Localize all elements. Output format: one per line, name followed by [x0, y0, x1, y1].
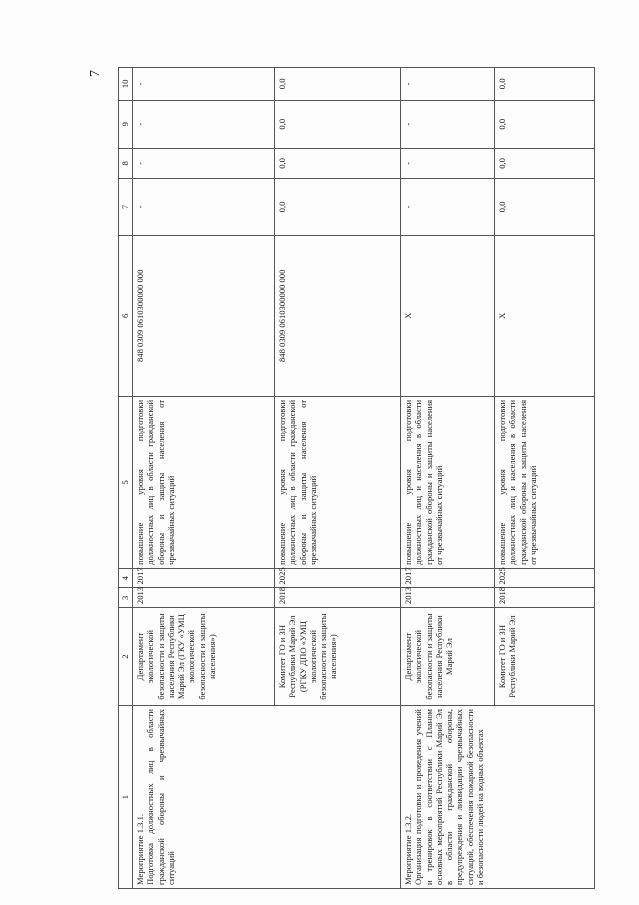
- col-header-10: 10: [119, 68, 133, 101]
- table-row: [401, 68, 495, 889]
- col-header-2: 2: [119, 608, 133, 706]
- value-cell-8: 0,0: [275, 148, 401, 178]
- value-cell-10: 0,0: [275, 68, 401, 101]
- start-year-cell: 2018: [275, 588, 401, 608]
- value-cell-9: 0,0: [275, 100, 401, 148]
- table-row: [133, 68, 275, 889]
- value-cell-7: 0,0: [275, 179, 401, 236]
- header-row: [119, 68, 133, 889]
- page-number: 7: [88, 70, 103, 77]
- end-year-cell: 2017: [401, 568, 495, 588]
- start-year-cell: 2013: [133, 588, 275, 608]
- value-cell-8: 0,0: [495, 148, 595, 178]
- end-year-cell: 2025: [275, 568, 401, 588]
- col-header-9: 9: [119, 100, 133, 148]
- end-year-cell: 2017: [133, 568, 275, 588]
- col-header-3: 3: [119, 588, 133, 608]
- value-cell-7: -: [133, 179, 275, 236]
- result-cell: повышение уровня подготовки должностных лиц и населения в области гражданской обороны и защиты населения от чрезвычайных ситуаций: [495, 396, 595, 568]
- value-cell-9: -: [401, 100, 495, 148]
- col-header-6: 6: [119, 235, 133, 396]
- value-cell-7: 0,0: [495, 179, 595, 236]
- result-cell: повышение уровня подготовки должностных лиц в области гражданской обороны и защиты населения от чрезвычайных ситуаций: [133, 396, 275, 568]
- value-cell-7: -: [401, 179, 495, 236]
- start-year-cell: 2018: [495, 588, 595, 608]
- value-cell-8: -: [401, 148, 495, 178]
- executor-cell: Департамент экологической безопасности и защиты населения Республики Марий Эл: [401, 608, 495, 706]
- budget-code-cell: Х: [401, 235, 495, 396]
- measure-name-cell: Мероприятие 1.3.2. Организация подготовки и проведения учений и тренировок в соответствии с Планом основных мероприятий Республики Марий Эл в области гражданской обороны, предупреждения и ликвидации чрезвычайных ситуаций, обеспечения пожарной безопасности и безопасности людей на водных объектах: [401, 706, 595, 889]
- executor-cell: Комитет ГО и ЗН Республики Марий Эл: [495, 608, 595, 706]
- executor-cell: Комитет ГО и ЗН Республики Марий Эл (РГКУ ДПО «УМЦ экологической безопасности и защиты населения»): [275, 608, 401, 706]
- value-cell-10: 0,0: [495, 68, 595, 101]
- value-cell-10: -: [133, 68, 275, 101]
- col-header-1: 1: [119, 706, 133, 889]
- col-header-7: 7: [119, 179, 133, 236]
- end-year-cell: 2025: [495, 568, 595, 588]
- budget-code-cell: 848 0309 0610300000 000: [133, 235, 275, 396]
- value-cell-8: -: [133, 148, 275, 178]
- budget-code-cell: 848 0309 0610300000 000: [275, 235, 401, 396]
- result-cell: повышение уровня подготовки должностных лиц и населения в области гражданской обороны и защиты населения от чрезвычайных ситуаций: [401, 396, 495, 568]
- program-table: [118, 67, 595, 889]
- start-year-cell: 2013: [401, 588, 495, 608]
- executor-cell: Департамент экологической безопасности и защиты населения Республики Марий Эл (ГКУ «УМЦ экологической безопасности и защиты населения»): [133, 608, 275, 706]
- budget-code-cell: Х: [495, 235, 595, 396]
- value-cell-10: -: [401, 68, 495, 101]
- value-cell-9: -: [133, 100, 275, 148]
- col-header-8: 8: [119, 148, 133, 178]
- measure-name-cell: Мероприятие 1.3.1. Подготовка должностных лиц в области гражданской обороны и чрезвычайных ситуаций: [133, 706, 401, 889]
- result-cell: повышение уровня подготовки должностных лиц в области гражданской обороны и защиты населения от чрезвычайных ситуаций: [275, 396, 401, 568]
- value-cell-9: 0,0: [495, 100, 595, 148]
- col-header-4: 4: [119, 568, 133, 588]
- col-header-5: 5: [119, 396, 133, 568]
